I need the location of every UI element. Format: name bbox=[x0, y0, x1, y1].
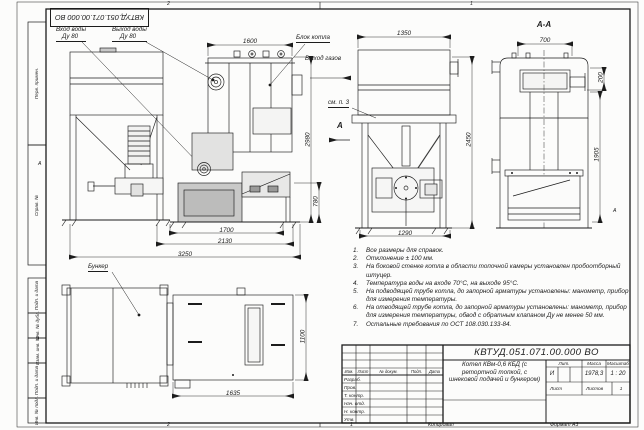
margin-column-inv-podl: Инв. № подл. bbox=[34, 395, 40, 426]
dim-1700: 1700 bbox=[219, 226, 234, 234]
tb-sheet-label: Лист bbox=[550, 386, 563, 391]
tb-scale-value: 1 : 20 bbox=[610, 371, 626, 377]
note-item: 7. Остальные требования по ОСТ 108.030.133-84. bbox=[353, 320, 512, 328]
technical-notes bbox=[350, 247, 632, 329]
section-arrow-label: А bbox=[337, 121, 343, 130]
tb-header-izm: Изм. bbox=[344, 369, 354, 374]
tb-row-nachotd: Нач. отд. bbox=[344, 400, 366, 406]
margin-column-podp-data-2: Подп. и дата bbox=[34, 365, 40, 396]
margin-column-sprav-no: Справ. № bbox=[34, 194, 40, 216]
margin-column-inv-dubl: Инв. № дубл. bbox=[34, 311, 40, 340]
dim-200: 200 bbox=[597, 72, 605, 83]
tb-scale-header: Масштаб bbox=[607, 361, 629, 366]
label-water-inlet: Вход воды Ду 80 bbox=[56, 26, 86, 42]
tb-sheets-value: 1 bbox=[619, 386, 623, 391]
footer-format: Формат А3 bbox=[550, 421, 579, 428]
zone-mark: 1 bbox=[470, 1, 473, 7]
dim-1905: 1905 bbox=[593, 147, 601, 162]
tb-row-nkontr: Н. контр. bbox=[344, 408, 366, 414]
designation-stamp-text: КВТУД.051.071.00.000 ВО bbox=[55, 13, 144, 22]
dim-700: 700 bbox=[539, 37, 551, 44]
tb-sheets-label: Листов bbox=[586, 386, 604, 391]
dim-2450: 2450 bbox=[465, 132, 473, 147]
note-item: 3. На боковой стенке котла в области топочной камеры установлен пробоотборный штуцер. bbox=[353, 263, 621, 279]
zone-mark: 2 bbox=[167, 1, 170, 7]
label-water-outlet: Выход воды Ду 80 bbox=[112, 26, 147, 42]
dim-1290: 1290 bbox=[397, 229, 413, 237]
dim-1350: 1350 bbox=[396, 30, 412, 37]
title-block-name: Котел КВм-0,6 КБД (с ретортной топкой, с шнековой подачей и бункером) bbox=[448, 361, 541, 384]
label-bunker: Бункер bbox=[88, 263, 108, 272]
label-boiler-block: Блок котла bbox=[296, 34, 330, 43]
tb-row-tkontr: Т. контр. bbox=[344, 392, 365, 398]
designation-stamp bbox=[50, 8, 149, 27]
zone-mark: 2 bbox=[167, 421, 170, 428]
note-item: 6. На отводящей трубе котла, до запорной арматуры установлены: манометр, прибор для измерения температуры, обвод с обратным клапаном Ду не менее 50 мм. bbox=[353, 304, 627, 320]
zone-mark: А bbox=[38, 161, 42, 167]
note-item: 2. Отклонение ± 100 мм. bbox=[353, 255, 434, 263]
dim-2980: 2980 bbox=[304, 132, 312, 147]
dim-2130: 2130 bbox=[217, 237, 233, 245]
tb-row-razrab: Разраб. bbox=[344, 376, 361, 382]
label-see-note-3: см. п. 3 bbox=[328, 99, 349, 108]
section-view-title: А-А bbox=[536, 20, 552, 29]
tb-mass-header: Масса bbox=[587, 361, 601, 366]
dim-3250: 3250 bbox=[177, 250, 193, 258]
dim-1100: 1100 bbox=[299, 329, 307, 344]
zone-mark: 1 bbox=[350, 421, 353, 428]
dim-780: 780 bbox=[312, 196, 320, 207]
tb-lit-value: И bbox=[549, 371, 555, 377]
margin-column-perv-primen: Перв. примен. bbox=[34, 67, 40, 100]
tb-mass-value: 1978,3 bbox=[584, 371, 604, 377]
footer-copied: Копировал bbox=[428, 421, 454, 428]
tb-header-doc: № докум. bbox=[379, 369, 398, 374]
tb-row-prov: Пров. bbox=[344, 384, 357, 390]
label-gas-outlet: Выход газов bbox=[305, 55, 342, 62]
tb-header-list: Лист bbox=[357, 369, 369, 374]
title-block-designation: КВТУД.051.071.00.000 ВО bbox=[474, 347, 599, 358]
margin-column-vzam-inv: Взам. инв. № bbox=[34, 336, 40, 365]
note-item: 4. Температура воды на входе 70°С, на выходе 95°С. bbox=[353, 279, 519, 287]
margin-column-podp-data-1: Подп. и дата bbox=[34, 280, 40, 311]
note-item: 1. Все размеры для справок. bbox=[353, 247, 444, 254]
tb-header-date: Дата bbox=[428, 369, 441, 374]
note-item: 5. На подводящей трубе котла, до запорной арматуры установлены: манометр, прибор для измерения температуры. bbox=[353, 287, 629, 304]
tb-header-sign: Подп. bbox=[410, 369, 423, 374]
tb-row-utv: Утв. bbox=[344, 416, 355, 422]
dim-1600: 1600 bbox=[242, 38, 258, 45]
zone-mark: А bbox=[613, 208, 617, 214]
tb-lit-header: Лит. bbox=[558, 361, 570, 366]
dim-1635: 1635 bbox=[225, 389, 241, 397]
